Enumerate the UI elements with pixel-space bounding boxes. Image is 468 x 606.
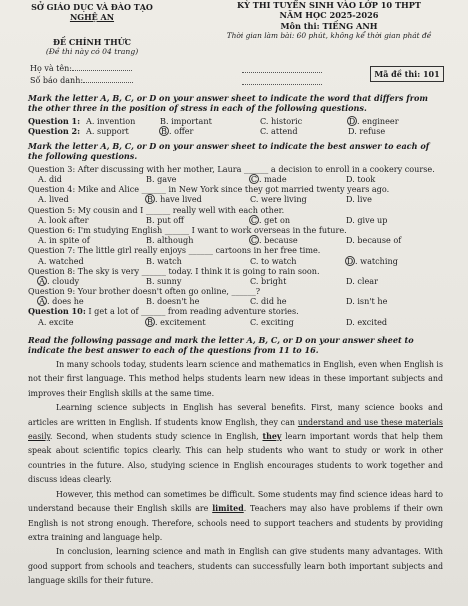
- option-c[interactable]: C. historic: [260, 116, 303, 127]
- option-d[interactable]: D. isn't he: [346, 296, 388, 307]
- option-b[interactable]: B. important: [160, 116, 212, 127]
- option-a[interactable]: A . does he: [38, 296, 84, 306]
- option-d[interactable]: D. took: [346, 174, 376, 184]
- option-b[interactable]: B. doesn't he: [146, 296, 200, 307]
- underlined-phrase: understand and use these materials easily: [28, 417, 443, 442]
- reading-passage: [28, 358, 443, 589]
- exam-code: Mã đề thi: 101: [374, 69, 440, 79]
- circled-answer-mark: A: [37, 276, 47, 286]
- option-a[interactable]: A. excite: [38, 316, 74, 327]
- option-b[interactable]: B. although: [146, 235, 194, 246]
- answer-options: [28, 174, 443, 184]
- paragraph-4: In conclusion, learning science and math in English can give students many advantages. With good support from schools and teachers, students can successfully learn both important subjects and language skills for their future.: [28, 547, 443, 586]
- option-d[interactable]: D. because of: [346, 235, 402, 246]
- option-a[interactable]: A. support: [86, 126, 129, 137]
- question-5: Question 5: My cousin and I ______ really well with each other.: [28, 204, 285, 215]
- option-c[interactable]: C . get on: [250, 214, 291, 225]
- option-d[interactable]: D . watching: [346, 255, 398, 266]
- circled-answer-mark: C: [250, 174, 258, 184]
- option-c[interactable]: C. attend: [260, 126, 298, 137]
- time-limit: Thời gian làm bài: 60 phút, không kể thời gian phát đề: [226, 30, 432, 40]
- department-name: SỞ GIÁO DỤC VÀ ĐÀO TẠO: [31, 2, 153, 12]
- option-b[interactable]: B. gave: [146, 174, 177, 184]
- option-c[interactable]: C. bright: [250, 275, 287, 286]
- option-c[interactable]: C . made: [250, 174, 287, 184]
- section-instruction: Mark the letter A, B, C, or D on your answer sheet to indicate the word that differs from the other three in the position of stress in each of the following questions.: [28, 93, 428, 114]
- underlined-word-limited: limited: [212, 504, 244, 514]
- official-label: ĐỀ CHÍNH THỨC: [52, 37, 132, 47]
- option-a[interactable]: A. look after: [38, 214, 89, 225]
- option-a[interactable]: A. invention: [86, 116, 136, 127]
- answer-options: [28, 215, 443, 225]
- option-c[interactable]: C. exciting: [250, 316, 294, 327]
- option-d[interactable]: D. give up: [346, 214, 388, 225]
- question-6: Question 6: I'm studying English ______ I want to work overseas in the future.: [28, 224, 347, 235]
- option-a[interactable]: A . cloudy: [38, 276, 79, 286]
- name-label: Họ và tên:: [30, 64, 72, 73]
- circled-answer-mark: B: [145, 317, 155, 327]
- id-label: Số báo danh:: [30, 76, 84, 85]
- answer-options: [28, 276, 443, 286]
- school-year: NĂM HỌC 2025-2026: [279, 10, 379, 21]
- section-reading: [28, 335, 443, 589]
- circled-answer-mark: C: [250, 235, 258, 246]
- option-a[interactable]: A. watched: [38, 255, 84, 266]
- option-b[interactable]: B. watch: [146, 255, 182, 266]
- option-b[interactable]: B. put off: [146, 214, 184, 225]
- section-best-answer: [28, 141, 443, 327]
- section-instruction: Read the following passage and mark the letter A, B, C, or D on your answer sheet to indicate the best answer to each of the questions from 11 to 16.: [28, 334, 414, 355]
- option-c[interactable]: C. to watch: [250, 255, 297, 266]
- option-d[interactable]: D . engineer: [348, 116, 399, 127]
- question-9: Question 9: Your brother doesn't often go online, ______?: [28, 286, 261, 297]
- answer-options: [28, 256, 443, 266]
- circled-answer-mark: C: [250, 214, 258, 225]
- question-3: Question 3: After discussing with her mother, Laura ______ a decision to enroll in a cookery course.: [28, 163, 435, 174]
- option-d[interactable]: D. live: [346, 194, 372, 205]
- province-name: NGHỆ AN: [69, 12, 115, 22]
- candidate-info: [30, 64, 133, 88]
- exam-content: [28, 93, 443, 593]
- subject: Môn thi: TIẾNG ANH: [280, 20, 378, 31]
- circled-answer-mark: D: [348, 116, 356, 127]
- option-d[interactable]: D. excited: [346, 316, 388, 327]
- header-right: [190, 0, 468, 40]
- paragraph-1: In many schools today, students learn science and mathematics in English, even when English is not their first language. This method helps students learn new ideas in these important subjects and improves their English skills at the same time.: [28, 360, 443, 398]
- underlined-word-they: they: [262, 432, 282, 442]
- question-1: Question 1: A. invention B. important C. historic D . engineer: [28, 116, 399, 127]
- page-count-note: (Đề thi này có 04 trang): [45, 47, 139, 56]
- option-d[interactable]: D. clear: [346, 275, 378, 286]
- paragraph-3: However, this method can sometimes be difficult. Some students may find science ideas hard to understand because their English skills are limited. Teachers may also have problems if their own English is not strong enough. Therefore, schools need to support teachers and students by providing extra training and language help.: [28, 489, 444, 542]
- option-b[interactable]: B . offer: [160, 126, 193, 136]
- question-2: Question 2: A. support B . offer C. attend D. refuse: [28, 126, 386, 137]
- question-8: Question 8: The sky is very ______ today. I think it is going to rain soon.: [28, 265, 320, 276]
- option-a[interactable]: A. in spite of: [38, 235, 90, 246]
- question-7: Question 7: The little girl really enjoys ______ cartoons in her free time.: [28, 245, 321, 256]
- question-4: Question 4: Mike and Alice ______ in New York since they got married twenty years ago.: [28, 184, 390, 195]
- question-10: Question 10: I get a lot of ______ from reading adventure stories.: [28, 306, 299, 317]
- answer-options: [28, 317, 443, 327]
- circled-answer-mark: A: [37, 296, 47, 306]
- circled-answer-mark: B: [159, 126, 169, 136]
- exam-title: KỲ THI TUYỂN SINH VÀO LỚP 10 THPT: [236, 0, 422, 10]
- paragraph-2: Learning science subjects in English has several benefits. First, many science books and articles are written in English. If students know English, they can understand and use these materials easily. Second, when students study science in English, they learn important words that help them speak about scientific topics clearly. This can help students who want to study or work in other countries in the future. Also, studying science in English encourages students to work together and discuss ideas clearly.: [28, 403, 443, 485]
- option-b[interactable]: B . excitement: [146, 317, 206, 327]
- section-stress: [28, 93, 443, 137]
- option-d[interactable]: D. refuse: [348, 126, 386, 137]
- option-c[interactable]: C . because: [250, 235, 298, 246]
- section-instruction: Mark the letter A, B, C, or D on your answer sheet to indicate the best answer to each of the following questions.: [28, 140, 430, 161]
- circled-answer-mark: B: [145, 194, 155, 204]
- answer-options: [28, 194, 443, 204]
- option-b[interactable]: B . have lived: [146, 194, 202, 204]
- option-c[interactable]: C. did he: [250, 296, 287, 307]
- circled-answer-mark: D: [346, 255, 354, 266]
- option-a[interactable]: A. did: [38, 174, 62, 184]
- exam-code-box: [370, 66, 444, 82]
- answer-options: [28, 235, 443, 245]
- option-c[interactable]: C. were living: [250, 194, 307, 205]
- option-b[interactable]: B. sunny: [146, 275, 182, 286]
- answer-options: [28, 296, 443, 306]
- option-a[interactable]: A. lived: [38, 194, 69, 205]
- header-left: [22, 2, 162, 56]
